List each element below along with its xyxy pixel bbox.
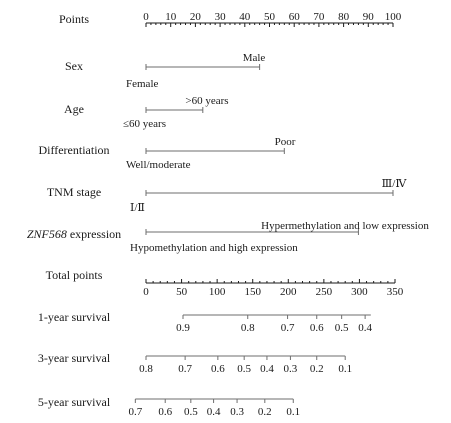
survival-tick-label-y1: 0.8 <box>240 322 255 334</box>
category-label-sex: Female <box>126 78 159 90</box>
survival-tick-label-y5: 0.2 <box>257 406 272 418</box>
row-label-tnm: TNM stage <box>46 185 102 199</box>
tick-label-points: 70 <box>313 11 325 23</box>
tick-label-points: 40 <box>239 11 251 23</box>
row-label-sex: Sex <box>65 59 83 73</box>
category-label-age: >60 years <box>185 95 229 107</box>
tick-label-total: 200 <box>280 286 297 298</box>
row-label-znf568: ZNF568 expression <box>26 227 122 241</box>
tick-label-points: 100 <box>384 11 402 23</box>
category-label-znf568: Hypermethylation and low expression <box>261 220 429 232</box>
survival-tick-label-y1: 0.9 <box>176 322 190 334</box>
row-label-total: Total points <box>45 268 103 282</box>
row-label-points: Points <box>58 12 90 26</box>
tick-label-total: 250 <box>315 286 333 298</box>
category-label-tnm: Ⅰ/Ⅱ <box>130 202 145 214</box>
tick-label-points: 80 <box>338 11 350 23</box>
survival-tick-label-y3: 0.8 <box>139 363 153 375</box>
row-label-y1: 1-year survival <box>37 310 111 324</box>
tick-label-total: 300 <box>351 286 368 298</box>
category-label-znf568: Hypomethylation and high expression <box>130 242 298 254</box>
tick-label-points: 20 <box>189 11 201 23</box>
category-label-differentiation: Well/moderate <box>126 159 191 171</box>
tick-label-points: 0 <box>143 11 149 23</box>
row-label-y5: 5-year survival <box>37 395 111 409</box>
category-label-sex: Male <box>242 52 266 64</box>
survival-tick-label-y1: 0.6 <box>309 322 324 334</box>
tick-label-points: 30 <box>214 11 226 23</box>
row-label-differentiation: Differentiation <box>38 143 110 157</box>
survival-tick-label-y5: 0.7 <box>128 406 143 418</box>
survival-tick-label-y5: 0.5 <box>183 406 198 418</box>
survival-tick-label-y3: 0.2 <box>309 363 324 375</box>
category-label-differentiation: Poor <box>274 136 296 148</box>
category-label-tnm: Ⅲ/Ⅳ <box>381 178 407 190</box>
survival-tick-label-y3: 0.6 <box>210 363 225 375</box>
survival-tick-label-y3: 0.1 <box>338 363 353 375</box>
tick-label-points: 10 <box>165 11 177 23</box>
survival-tick-label-y3: 0.5 <box>237 363 252 375</box>
survival-tick-label-y3: 0.4 <box>260 363 274 375</box>
survival-tick-label-y1: 0.4 <box>358 322 372 334</box>
tick-label-total: 350 <box>386 286 404 298</box>
survival-tick-label-y5: 0.3 <box>230 406 244 418</box>
survival-tick-label-y5: 0.6 <box>158 406 173 418</box>
tick-label-points: 60 <box>288 11 300 23</box>
survival-tick-label-y1: 0.7 <box>280 322 295 334</box>
row-label-y3: 3-year survival <box>37 351 111 365</box>
category-label-age: ≤60 years <box>123 118 166 130</box>
tick-label-points: 50 <box>264 11 275 23</box>
tick-label-total: 0 <box>143 286 149 298</box>
survival-tick-label-y3: 0.3 <box>283 363 298 375</box>
survival-tick-label-y1: 0.5 <box>334 322 349 334</box>
tick-label-points: 90 <box>362 11 374 23</box>
tick-label-total: 150 <box>244 286 261 298</box>
row-label-age: Age <box>64 102 84 116</box>
tick-label-total: 50 <box>176 286 188 298</box>
survival-tick-label-y5: 0.4 <box>206 406 221 418</box>
tick-label-total: 100 <box>208 286 226 298</box>
survival-tick-label-y5: 0.1 <box>286 406 301 418</box>
survival-tick-label-y3: 0.7 <box>178 363 193 375</box>
